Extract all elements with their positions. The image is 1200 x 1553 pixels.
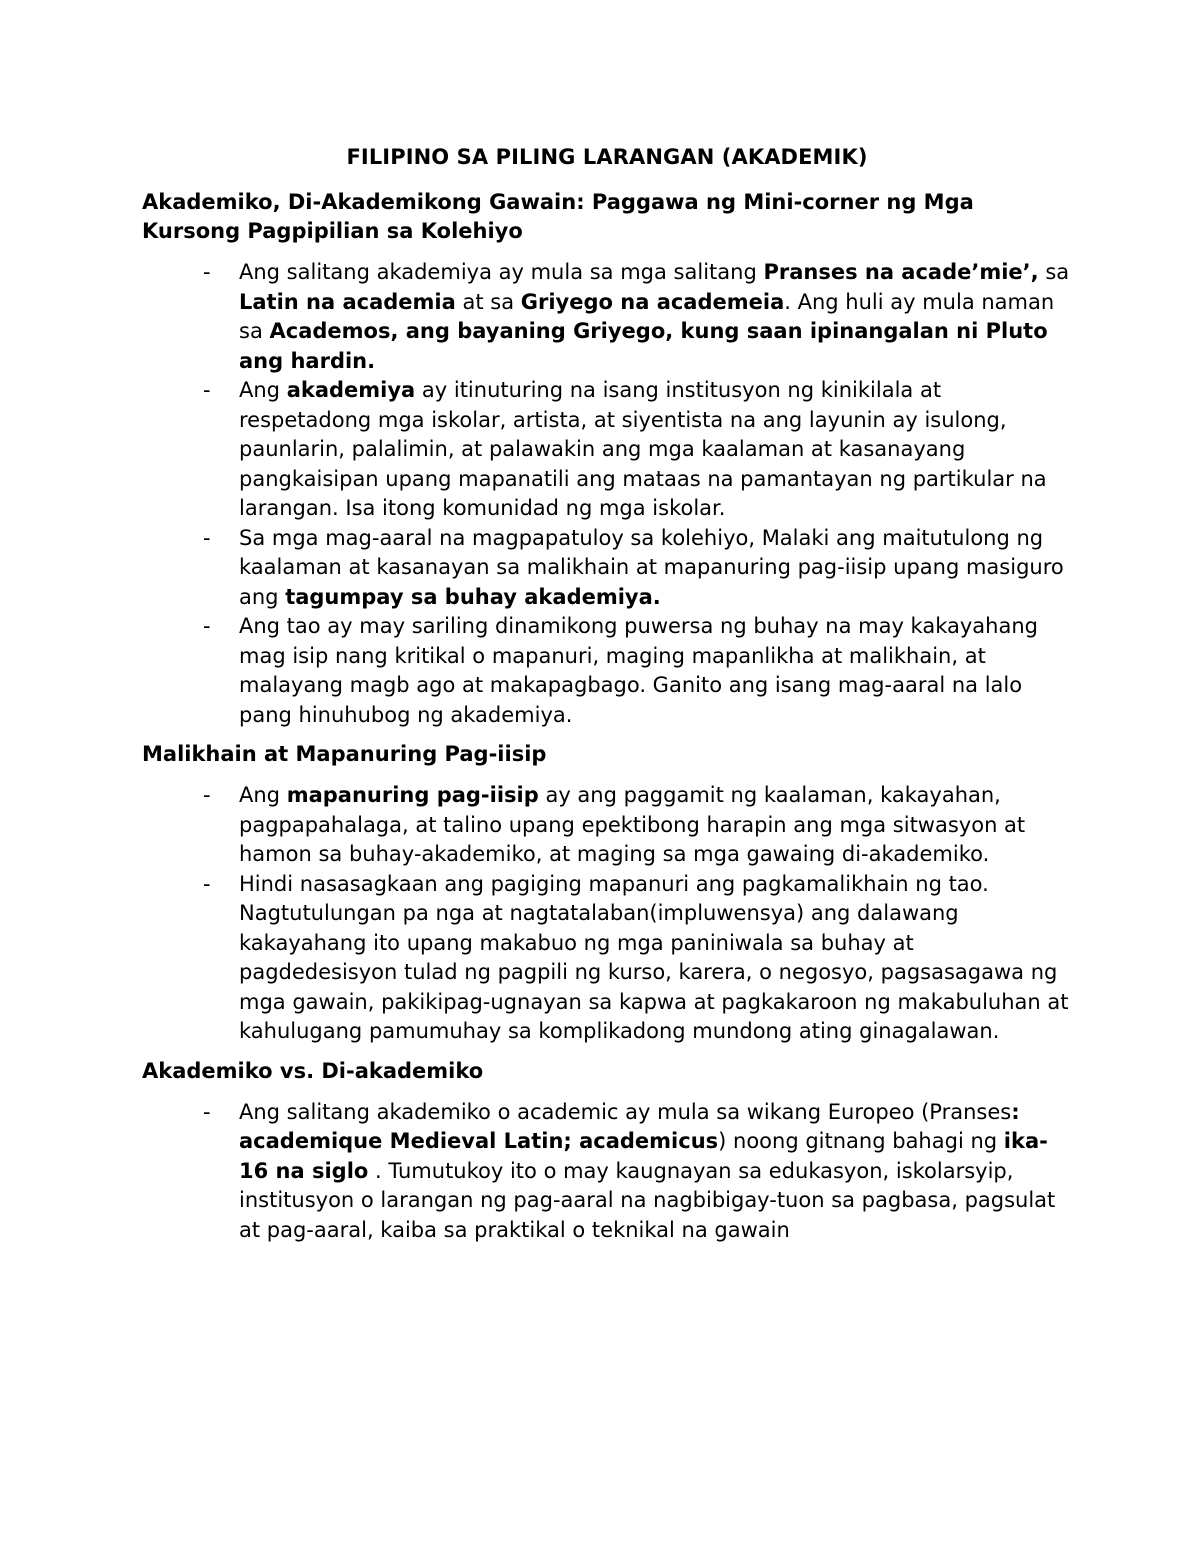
bullet-dash: - <box>203 1099 211 1124</box>
bullet-item <box>142 870 1072 1047</box>
bullet-item <box>142 258 1072 376</box>
bold-text: mapanuring pag-iisip <box>286 783 539 807</box>
section-heading: Akademiko, Di-Akademikong Gawain: Paggawa ng Mini-corner ng Mga Kursong Pagpipilian sa Kolehiyo <box>142 190 974 243</box>
document-body <box>142 188 1072 1245</box>
bullet-item <box>142 524 1072 613</box>
bullet-item <box>142 612 1072 730</box>
text-run: ay ang paggamit ng kaalaman, kakayahan, pagpapahalaga, at talino upang epektibong harapin ang mga sitwasyon at hamon sa buhay-akademiko, at maging sa mga gawaing di-akademiko. <box>239 783 1026 866</box>
text-run: Ang tao ay may sariling dinamikong puwersa ng buhay na may kakayahang mag isip nang kritikal o mapanuri, maging mapanlikha at malikhain, at malayang magb ago at makapagbago. Ganito ang isang mag-aaral na lalo pang hinuhubog ng akademiya. <box>239 614 1038 727</box>
bold-text: tagumpay sa buhay akademiya. <box>285 584 661 609</box>
bold-text: Pranses na acade’mie’, <box>763 260 1039 284</box>
bold-text: ika-16 na siglo <box>239 1129 1048 1183</box>
bullet-list <box>142 781 1072 1047</box>
bullet-list <box>142 1098 1072 1246</box>
text-run: at sa <box>455 289 521 314</box>
text-run: sa <box>1038 260 1070 284</box>
bullet-dash: - <box>203 614 211 638</box>
bullet-list <box>142 258 1072 730</box>
section-heading: Akademiko vs. Di-akademiko <box>142 1058 484 1083</box>
text-run: Ang <box>239 783 287 807</box>
bold-text: Griyego na academeia <box>520 289 785 314</box>
text-run: Sa mga mag-aaral na magpapatuloy sa kolehiyo, Malaki ang maitutulong ng kaalaman at kasanayan sa malikhain at mapanuring pag-iisip upang masiguro ang <box>239 525 1064 609</box>
bold-text: : academique Medieval Latin; academicus <box>239 1099 1020 1153</box>
text-run: Ang salitang akademiko o academic ay mula sa wikang Europeo (Pranses <box>239 1099 1012 1124</box>
text-run: . Ang huli ay mula naman sa <box>239 289 1055 343</box>
bullet-dash: - <box>203 871 211 896</box>
text-run: Ang <box>239 378 287 402</box>
document-page <box>142 142 1072 1255</box>
bullet-item <box>142 781 1072 870</box>
text-run: Hindi nasasagkaan ang pagiging mapanuri ang pagkamalikhain ng tao. Nagtutulungan pa nga at nagtatalaban(impluwensya) ang dalawang kakayahang ito upang makabuo ng mga paniniwala sa buhay at pagdedesisyon tulad ng pagpili ng kurso, karera, o negosyo, pagsasagawa ng mga gawain, pakikipag-ugnayan sa kapwa at pagkakaroon ng makabuluhan at kahulugang pamumuhay sa komplikadong mundong ating ginagalawan. <box>239 871 1069 1043</box>
section-heading: Malikhain at Mapanuring Pag-iisip <box>142 742 547 766</box>
text-run: ) noong gitnang bahagi ng <box>718 1129 1004 1153</box>
text-run: . Tumutukoy ito o may kaugnayan sa edukasyon, iskolarsyip, institusyon o larangan ng pag-aaral na nagbibigay-tuon sa pagbasa, pagsulat at pag-aaral, kaiba sa praktikal o teknikal na gawain <box>239 1158 1056 1242</box>
bullet-dash: - <box>203 783 211 807</box>
bullet-item <box>142 376 1072 524</box>
bold-text: akademiya <box>286 378 416 402</box>
bold-text: Latin na academia <box>239 289 456 314</box>
bullet-dash: - <box>203 378 211 402</box>
text-run: Ang salitang akademiya ay mula sa mga salitang <box>239 260 764 284</box>
text-run: ay itinuturing na isang institusyon ng kinikilala at respetadong mga iskolar, artista, at siyentista na ang layunin ay isulong, paunlarin, palalimin, at palawakin ang mga kaalaman at kasanayang pangkaisipan upang mapanatili ang mataas na pamantayan ng partikular na larangan. Isa itong komunidad ng mga iskolar. <box>239 378 1047 520</box>
bullet-item <box>142 1098 1072 1246</box>
document-title: FILIPINO SA PILING LARANGAN (AKADEMIK) <box>346 145 868 169</box>
bullet-dash: - <box>203 260 211 284</box>
bullet-dash: - <box>203 525 211 550</box>
bold-text: Academos, ang bayaning Griyego, kung saan ipinangalan ni Pluto ang hardin. <box>239 319 1048 373</box>
